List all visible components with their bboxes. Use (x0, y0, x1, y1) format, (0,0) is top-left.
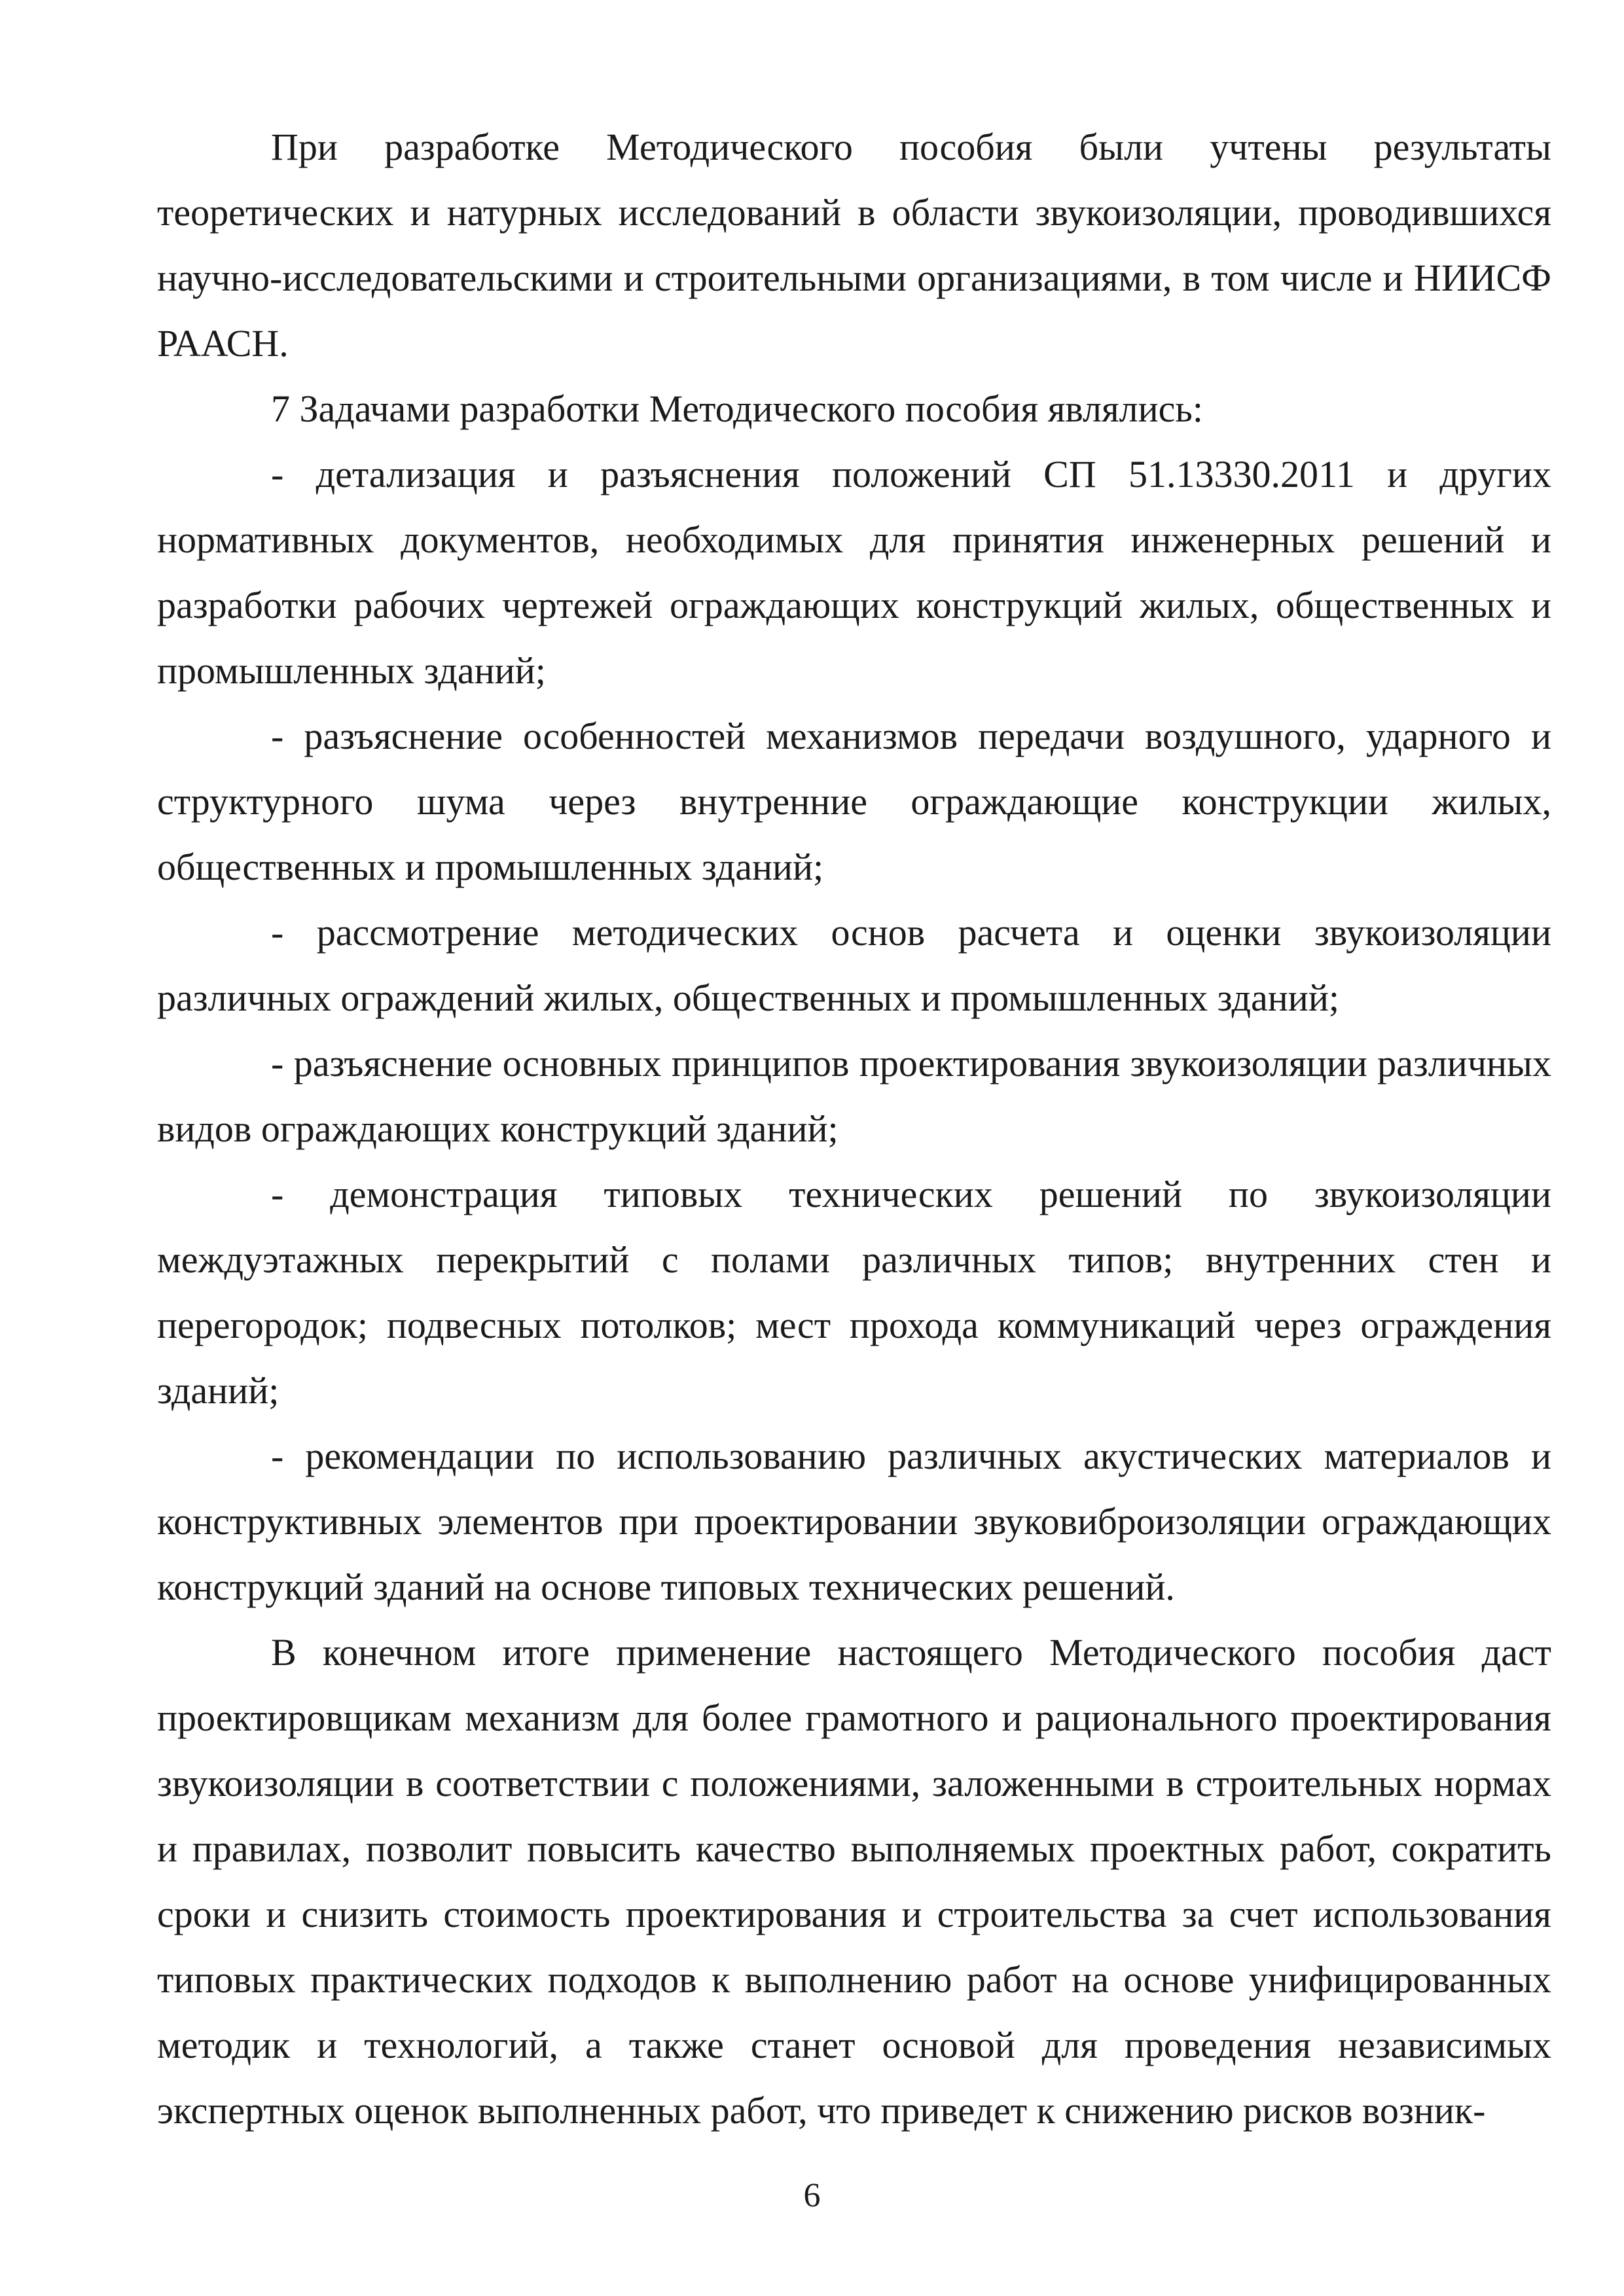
list-item: - детализация и разъяснения положений СП 51.13330.2011 и других нормативных документов, необходимых для принятия инженерных решений и разработки рабочих чертежей ограждающих конструкций жилых, общественных и промышленных зданий; (157, 453, 1551, 692)
tasks-heading: 7 Задачами разработки Методического пособия являлись: (271, 387, 1203, 430)
conclusion-paragraph: В конечном итоге применение настоящего Методического пособия даст проектировщикам механизм для более грамотного и рационального проектирования звукоизоляции в соответствии с положениями, заложенными в строительных нормах и правилах, позволит повысить качество выполняемых проектных работ, сократить сроки и снизить стоимость проектирования и строительства за счет использования типовых практических подходов к выполнению работ на основе унифицированных методик и технологий, а также станет основой для проведения независимых экспертных оценок выполненных работ, что приведет к снижению рисков возник- (157, 1631, 1551, 2132)
tasks-list (157, 442, 1551, 1620)
list-item: - рассмотрение методических основ расчета и оценки звукоизоляции различных ограждений жилых, общественных и промышленных зданий; (157, 911, 1551, 1019)
list-item: - рекомендации по использованию различных акустических материалов и конструктивных элементов при проектировании звуковиброизоляции ограждающих конструкций зданий на основе типовых технических решений. (157, 1435, 1551, 1608)
page-number: 6 (803, 2177, 821, 2214)
page-body (157, 115, 1551, 2144)
list-item: - демонстрация типовых технических решений по звукоизоляции междуэтажных перекрытий с полами различных типов; внутренних стен и перегородок; подвесных потолков; мест прохода коммуникаций через ограждения зданий; (157, 1173, 1551, 1412)
list-item: - разъяснение основных принципов проектирования звукоизоляции различных видов ограждающих конструкций зданий; (157, 1042, 1551, 1150)
intro-paragraph: При разработке Методического пособия были учтены результаты теоретических и натурных исследований в области звукоизоляции, проводившихся научно-исследовательскими и строительными организациями, в том числе и НИИСФ РААСН. (157, 126, 1551, 365)
list-item: - разъяснение особенностей механизмов передачи воздушного, ударного и структурного шума через внутренние ограждающие конструкции жилых, общественных и промышленных зданий; (157, 715, 1551, 888)
